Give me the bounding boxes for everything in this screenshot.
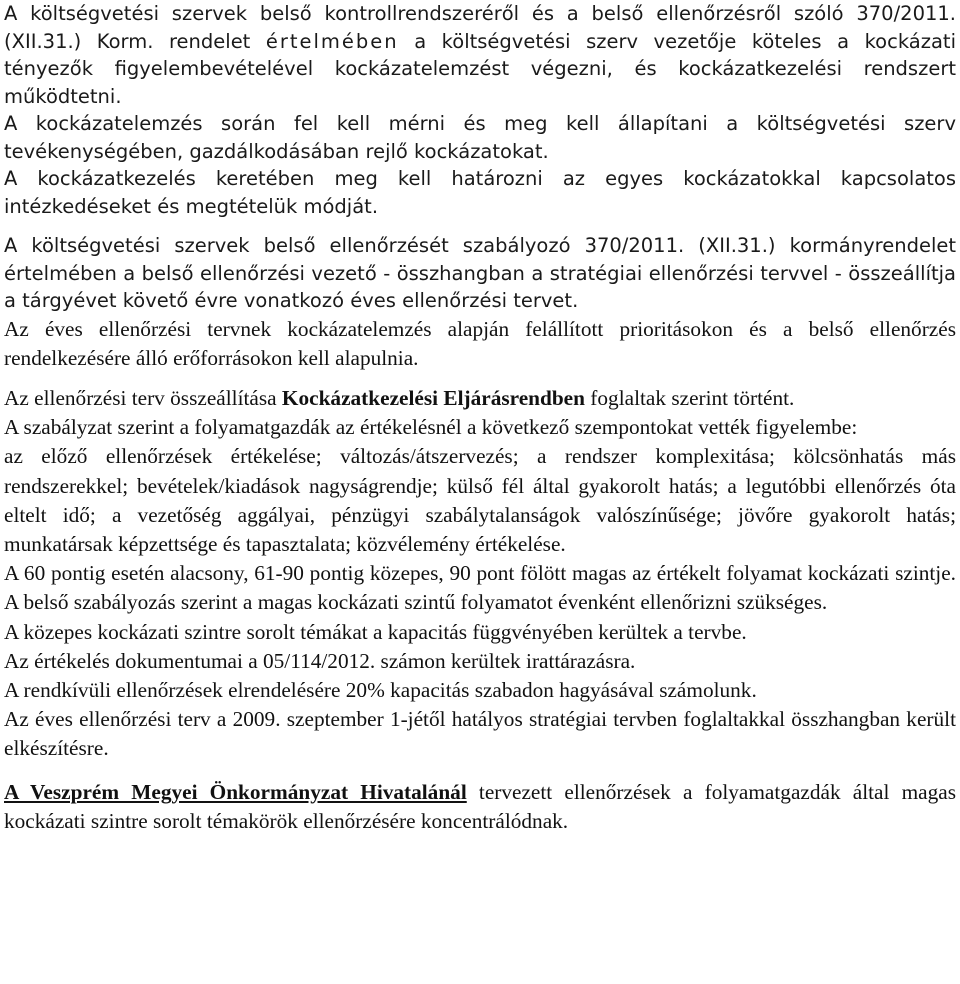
document-page — [4, 0, 956, 836]
paragraph-risk-levels: A 60 pontig esetén alacsony, 61-90 pontig közepes, 90 pont fölött magas az értékelt folyamat kockázati szintje. A belső szabályozás szerint a magas kockázati szintű folyamatot évenként ellenőrizni szükséges. — [4, 561, 956, 615]
paragraph-regulation-intro — [4, 0, 956, 110]
paragraph-internal-audit-regulation: A költségvetési szervek belső ellenőrzését szabályozó 370/2011. (XII.31.) kormányrendelet értelmében a belső ellenőrzési vezető - összhangban a stratégiai ellenőrzési tervvel - összeállítja a tárgyévet követő évre vonatkozó éves ellenőrzési tervet. — [4, 234, 956, 312]
text-run: a költségvetési szerv vezetője köteles a kockázati tényezők figyelembevételével kockázatelemzést végezni, és kockázatkezelési rendszert működtetni. — [4, 29, 956, 108]
paragraph-evaluation-criteria-intro: A szabályzat szerint a folyamatgazdák az értékelésnél a következő szempontokat vették figyelembe: — [4, 415, 858, 440]
paragraph-strategic-plan-alignment: Az éves ellenőrzési terv a 2009. szeptember 1-jétől hatályos stratégiai tervben foglaltakkal összhangban került elkészítésre. — [4, 707, 956, 761]
text-run: Az ellenőrzési terv összeállítása — [4, 385, 282, 410]
paragraph-evaluation-criteria-list: az előző ellenőrzések értékelése; változás/átszervezés; a rendszer komplexitása; kölcsönhatás más rendszerekkel; bevételek/kiadások nagyságrendje; külső fél által gyakorolt hatás; a legutóbbi ellenőrzés óta eltelt idő; a vezetőség aggályai, pénzügyi szabálytalanságok valószínűsége; jövőre gyakorolt hatás; munkatársak képzettsége és tapasztalata; közvélemény értékelése. — [4, 444, 956, 556]
text-run: tervezett ellenőrzések a folyamatgazdák által magas kockázati szintre sorolt témakörök ellenőrzésére koncentrálódnak. — [4, 779, 956, 833]
paragraph-annual-plan-basis: Az éves ellenőrzési tervnek kockázatelemzés alapján felállított prioritásokon és a belső ellenőrzés rendelkezésére álló erőforrásokon kell alapulnia. — [4, 316, 956, 370]
text-run: A költségvetési szervek belső kontrollrendszeréről és a belső ellenőrzésről szóló 370/2011. (XII.31.) Korm. rendelet — [4, 2, 956, 53]
paragraph-extraordinary-audits: A rendkívüli ellenőrzések elrendelésére 20% kapacitás szabadon hagyásával számolunk. — [4, 677, 757, 702]
spaced-text-run: értelmében — [265, 29, 399, 53]
paragraph-evaluation-documents: Az értékelés dokumentumai a 05/114/2012. számon kerültek irattárazásra. — [4, 648, 636, 673]
paragraph-risk-analysis: A kockázatelemzés során fel kell mérni és meg kell állapítani a költségvetési szerv tevékenységében, gazdálkodásában rejlő kockázatokat. — [4, 112, 956, 163]
paragraph-risk-management: A kockázatkezelés keretében meg kell határozni az egyes kockázatokkal kapcsolatos intézkedéseket és megtételük módját. — [4, 167, 956, 218]
paragraph-planned-audits — [4, 778, 956, 836]
paragraph-medium-risk-topics: A közepes kockázati szintre sorolt témákat a kapacitás függvényében kerültek a tervbe. — [4, 619, 747, 644]
paragraph-plan-compilation — [4, 384, 956, 413]
bold-underlined-text-run: A Veszprém Megyei Önkormányzat Hivatalánál — [4, 779, 467, 804]
bold-text-run: Kockázatkezelési Eljárásrendben — [281, 385, 585, 410]
text-run: foglaltak szerint történt. — [584, 385, 795, 410]
